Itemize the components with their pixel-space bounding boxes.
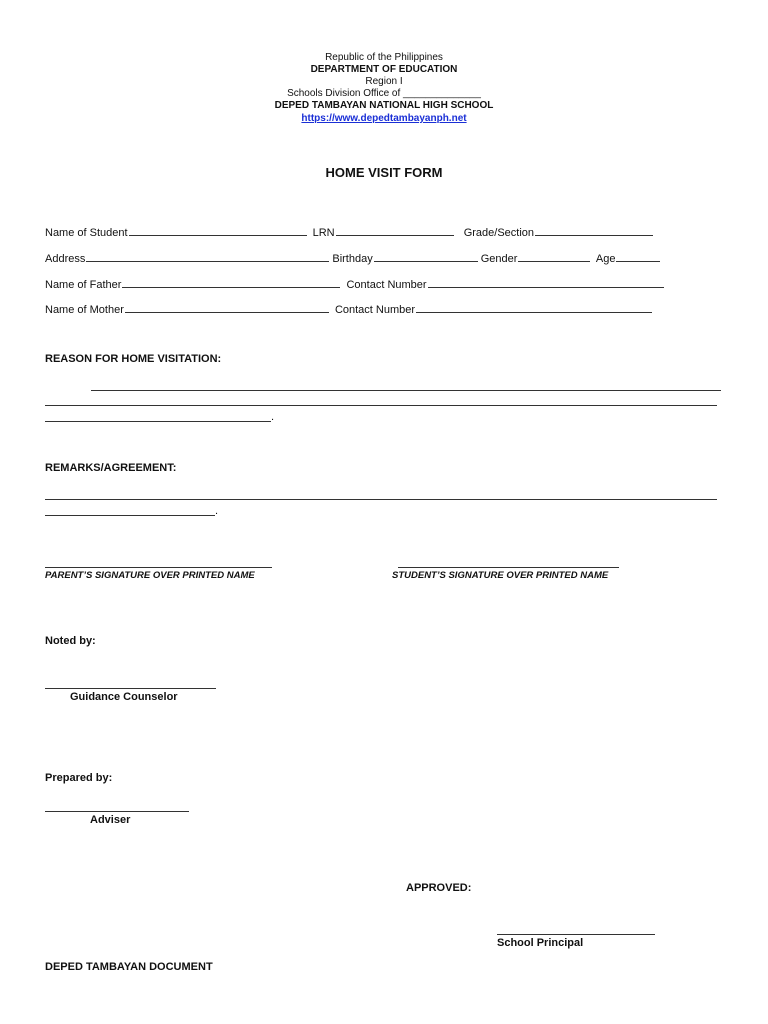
parent-signature-label: PARENT’S SIGNATURE OVER PRINTED NAME [45,570,255,581]
noted-by-label: Noted by: [45,635,96,647]
student-signature-label: STUDENT’S SIGNATURE OVER PRINTED NAME [392,570,609,581]
gender-blank[interactable] [518,250,590,262]
reason-line-3[interactable] [45,421,271,422]
father-row [45,276,667,292]
student-info-row [45,224,656,240]
name-of-mother-blank[interactable] [125,301,329,313]
name-of-mother-label: Name of Mother [45,304,124,316]
mother-row [45,301,655,317]
name-of-student-label: Name of Student [45,227,128,239]
address-row [45,250,663,266]
reason-line-2[interactable] [45,405,717,406]
student-signature-line[interactable] [398,567,619,568]
contact-number-mother-label: Contact Number [334,304,416,316]
parent-signature-line[interactable] [45,567,272,568]
prepared-by-label: Prepared by: [45,772,113,784]
lrn-label: LRN [312,227,335,239]
remarks-heading: REMARKS/AGREEMENT: [45,462,177,474]
contact-number-mother-blank[interactable] [416,301,652,313]
remarks-line-1[interactable] [45,499,717,500]
grade-section-label: Grade/Section [463,227,535,239]
header-division: Schools Division Office of ______________ [287,88,481,99]
gender-label: Gender [480,253,518,265]
contact-number-father-label: Contact Number [346,279,427,291]
principal-signature-line[interactable] [497,934,655,935]
header-republic: Republic of the Philippines [325,52,443,63]
birthday-blank[interactable] [374,250,478,262]
adviser-label: Adviser [90,814,131,826]
age-label: Age [595,253,616,265]
name-of-student-blank[interactable] [129,224,307,236]
footer-text: DEPED TAMBAYAN DOCUMENT [45,961,213,973]
reason-heading: REASON FOR HOME VISITATION: [45,353,222,365]
adviser-signature-line[interactable] [45,811,189,812]
guidance-signature-line[interactable] [45,688,216,689]
remarks-line-2[interactable] [45,515,215,516]
age-blank[interactable] [616,250,660,262]
form-title: HOME VISIT FORM [325,165,443,180]
grade-section-blank[interactable] [535,224,653,236]
header-region: Region I [365,76,403,87]
birthday-label: Birthday [332,253,373,265]
remarks-period: . [215,505,219,517]
guidance-counselor-label: Guidance Counselor [70,691,178,703]
name-of-father-blank[interactable] [122,276,340,288]
lrn-blank[interactable] [336,224,454,236]
contact-number-father-blank[interactable] [428,276,664,288]
header-school: DEPED TAMBAYAN NATIONAL HIGH SCHOOL [274,100,494,111]
school-principal-label: School Principal [497,937,584,949]
address-label: Address [45,253,86,265]
approved-label: APPROVED: [406,882,472,894]
reason-period: . [271,411,275,423]
website-link[interactable]: https://www.depedtambayanph.net [301,113,467,124]
reason-line-1[interactable] [91,390,721,391]
address-blank[interactable] [86,250,329,262]
name-of-father-label: Name of Father [45,279,122,291]
header-department: DEPARTMENT OF EDUCATION [310,64,458,75]
